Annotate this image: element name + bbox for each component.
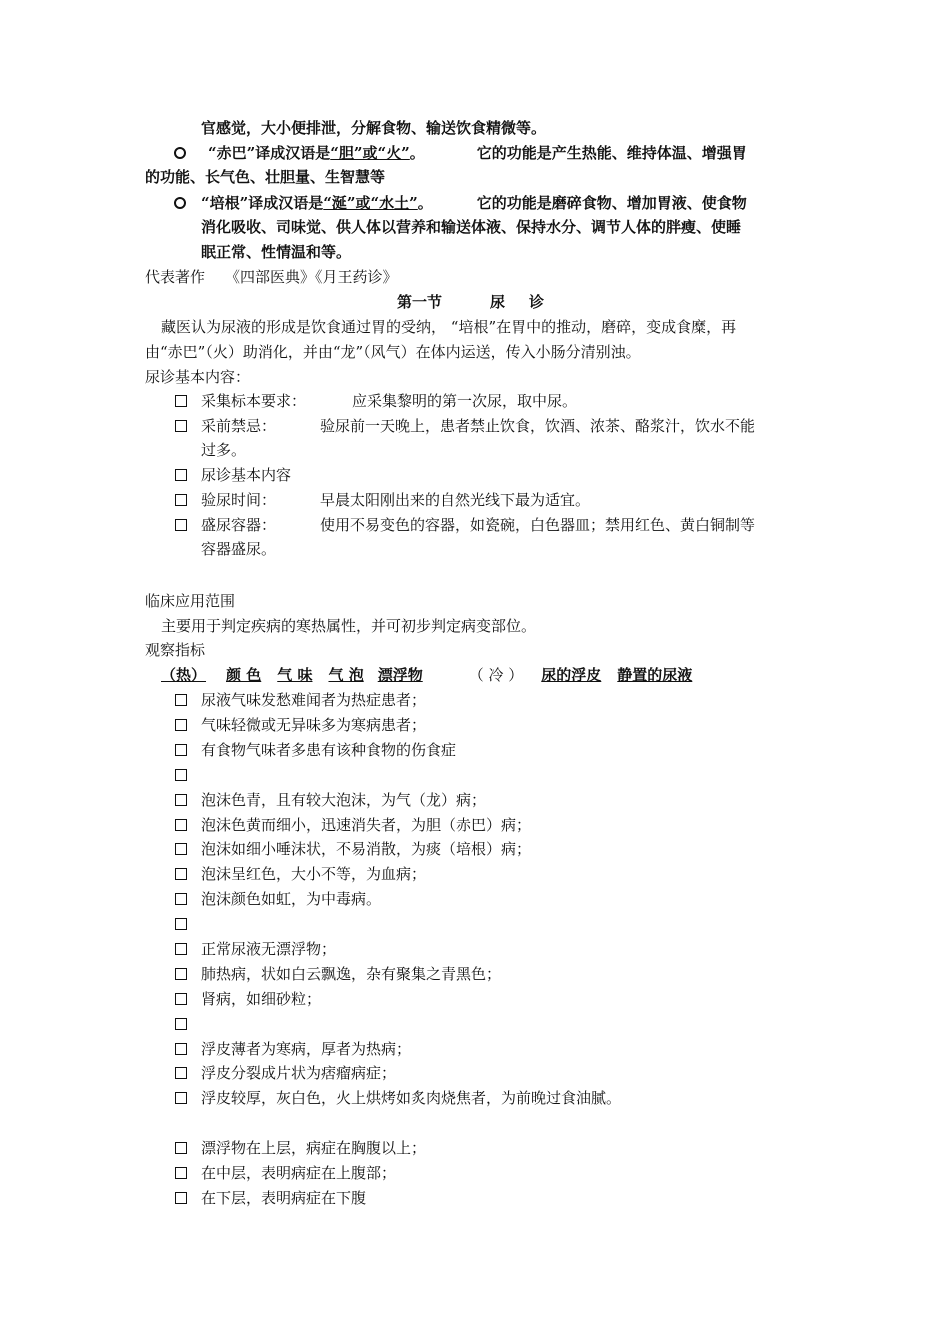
indicator-hot: （热） xyxy=(161,666,207,684)
basics-text-0: 应采集黎明的第一次尿，取中尿。 xyxy=(352,392,578,410)
indicator-skin: 尿的浮皮 xyxy=(541,666,602,684)
list-item: 泡沫颜色如虹，为中毒病。 xyxy=(201,890,382,908)
list-item: 浮皮分裂成片状为痞瘤病症； xyxy=(201,1064,397,1082)
basics-cont-1: 过多。 xyxy=(201,441,247,459)
list-item: 泡沫色黄而细小，迅速消失者，为胆（赤巴）病； xyxy=(201,816,532,834)
checkbox-icon xyxy=(175,719,187,731)
checkbox-icon xyxy=(175,395,187,407)
ring-bullet-icon xyxy=(174,197,186,209)
basics-label-0: 采集标本要求： xyxy=(201,392,307,410)
checkbox-icon xyxy=(175,843,187,855)
indicator-bubble: 气 泡 xyxy=(328,666,364,684)
checkbox-icon xyxy=(175,868,187,880)
peigen-prefix: “培根”译成汉语是 xyxy=(201,194,324,212)
clinical-text: 主要用于判定疾病的寒热属性，并可初步判定病变部位。 xyxy=(161,617,537,635)
basics-text-4: 使用不易变色的容器，如瓷碗，白色器皿；禁用红色、黄白铜制等 xyxy=(320,516,756,534)
list-item: 正常尿液无漂浮物； xyxy=(201,940,337,958)
intro-line-1: 藏医认为尿液的形成是饮食通过胃的受纳， “培根”在胃中的推动，磨碎，变成食糜，再 xyxy=(161,318,737,336)
peigen-cont-2: 眠正常、性情温和等。 xyxy=(201,243,352,261)
indicator-float: 漂浮物 xyxy=(377,666,423,684)
chiba-function: 它的功能是产生热能、维持体温、增强胃 xyxy=(476,144,747,162)
basics-label-4: 盛尿容器： xyxy=(201,516,277,534)
checkbox-icon xyxy=(175,744,187,756)
list-item: 在中层，表明病症在上腹部； xyxy=(201,1164,397,1182)
list-item: 有食物气味者多患有该种食物的伤食症 xyxy=(201,741,457,759)
chiba-cont: 的功能、长气色、壮胆量、生智慧等 xyxy=(145,168,386,186)
list-item: 气味轻微或无异味多为寒病患者； xyxy=(201,716,427,734)
checkbox-icon xyxy=(175,519,187,531)
indicator-cold: （ 冷 ） xyxy=(468,666,524,684)
top-line-0: 官感觉，大小便排泄，分解食物、输送饮食精微等。 xyxy=(201,119,547,137)
indicator-smell: 气 味 xyxy=(277,666,313,684)
checkbox-icon xyxy=(175,1192,187,1204)
list-item: 在下层，表明病症在下腹 xyxy=(201,1189,367,1207)
chiba-term: “胆”或“火” xyxy=(330,144,410,162)
chiba-prefix: “赤巴”译成汉语是 xyxy=(208,144,331,162)
checkbox-icon xyxy=(175,1092,187,1104)
intro-line-2: 由“赤巴”（火）助消化，并由“龙”（风气）在体内运送，传入小肠分清别浊。 xyxy=(145,343,641,361)
checkbox-icon xyxy=(175,943,187,955)
section-heading xyxy=(397,290,544,314)
checkbox-icon xyxy=(175,819,187,831)
basics-label-3: 验尿时间： xyxy=(201,491,277,509)
checkbox-icon xyxy=(175,1167,187,1179)
checkbox-icon xyxy=(175,1142,187,1154)
checkbox-icon xyxy=(175,1067,187,1079)
list-item: 泡沫色青，且有较大泡沫，为气（龙）病； xyxy=(201,791,487,809)
list-item: 肺热病，状如白云飘逸，杂有聚集之青黑色； xyxy=(201,965,502,983)
checkbox-icon xyxy=(175,794,187,806)
chiba-period: 。 xyxy=(409,144,425,162)
list-item: 浮皮薄者为寒病，厚者为热病； xyxy=(201,1040,412,1058)
basics-cont-4: 容器盛尿。 xyxy=(201,540,277,558)
observe-heading: 观察指标 xyxy=(145,641,206,659)
list-item: 漂浮物在上层，病症在胸腹以上； xyxy=(201,1139,427,1157)
basics-text-1: 验尿前一天晚上，患者禁止饮食，饮酒、浓茶、酪浆汁，饮水不能 xyxy=(320,417,756,435)
chiba-line xyxy=(208,141,747,165)
checkbox-icon xyxy=(175,1043,187,1055)
peigen-cont-1: 消化吸收、司味觉、供人体以营养和输送体液、保持水分、调节人体的胖瘦、使睡 xyxy=(201,218,742,236)
indicator-color: 颜 色 xyxy=(226,666,262,684)
checkbox-icon xyxy=(175,769,187,781)
observe-indicators xyxy=(161,663,692,687)
works-line xyxy=(145,265,398,289)
checkbox-icon xyxy=(175,893,187,905)
checkbox-icon xyxy=(175,918,187,930)
basics-label-1: 采前禁忌： xyxy=(201,417,277,435)
section-title-b: 诊 xyxy=(529,293,545,311)
checkbox-icon xyxy=(175,420,187,432)
peigen-period: 。 xyxy=(417,194,433,212)
peigen-line xyxy=(201,191,747,215)
basics-heading: 尿诊基本内容： xyxy=(145,368,251,386)
ring-bullet-icon xyxy=(174,147,186,159)
works-label: 代表著作 xyxy=(145,268,206,286)
list-item: 肾病，如细砂粒； xyxy=(201,990,322,1008)
list-item: 泡沫如细小唾沫状，不易消散，为痰（培根）病； xyxy=(201,840,532,858)
list-item: 泡沫呈红色，大小不等，为血病； xyxy=(201,865,427,883)
list-item: 尿液气味发愁难闻者为热症患者； xyxy=(201,691,427,709)
checkbox-icon xyxy=(175,694,187,706)
checkbox-icon xyxy=(175,1018,187,1030)
checkbox-icon xyxy=(175,469,187,481)
basics-text-3: 早晨太阳刚出来的自然光线下最为适宜。 xyxy=(320,491,591,509)
section-title-a: 尿 xyxy=(490,293,506,311)
checkbox-icon xyxy=(175,494,187,506)
peigen-term: “涎”或“水土” xyxy=(323,194,418,212)
basics-label-2: 尿诊基本内容 xyxy=(201,466,292,484)
checkbox-icon xyxy=(175,968,187,980)
clinical-heading: 临床应用范围 xyxy=(145,592,236,610)
peigen-function: 它的功能是磨碎食物、增加胃液、使食物 xyxy=(476,194,747,212)
checkbox-icon xyxy=(175,993,187,1005)
works-value: 《四部医典》《月王药诊》 xyxy=(225,268,398,286)
indicator-still: 静置的尿液 xyxy=(617,666,693,684)
list-item: 浮皮较厚，灰白色，火上烘烤如炙肉烧焦者，为前晚过食油腻。 xyxy=(201,1089,622,1107)
section-number: 第一节 xyxy=(397,293,443,311)
